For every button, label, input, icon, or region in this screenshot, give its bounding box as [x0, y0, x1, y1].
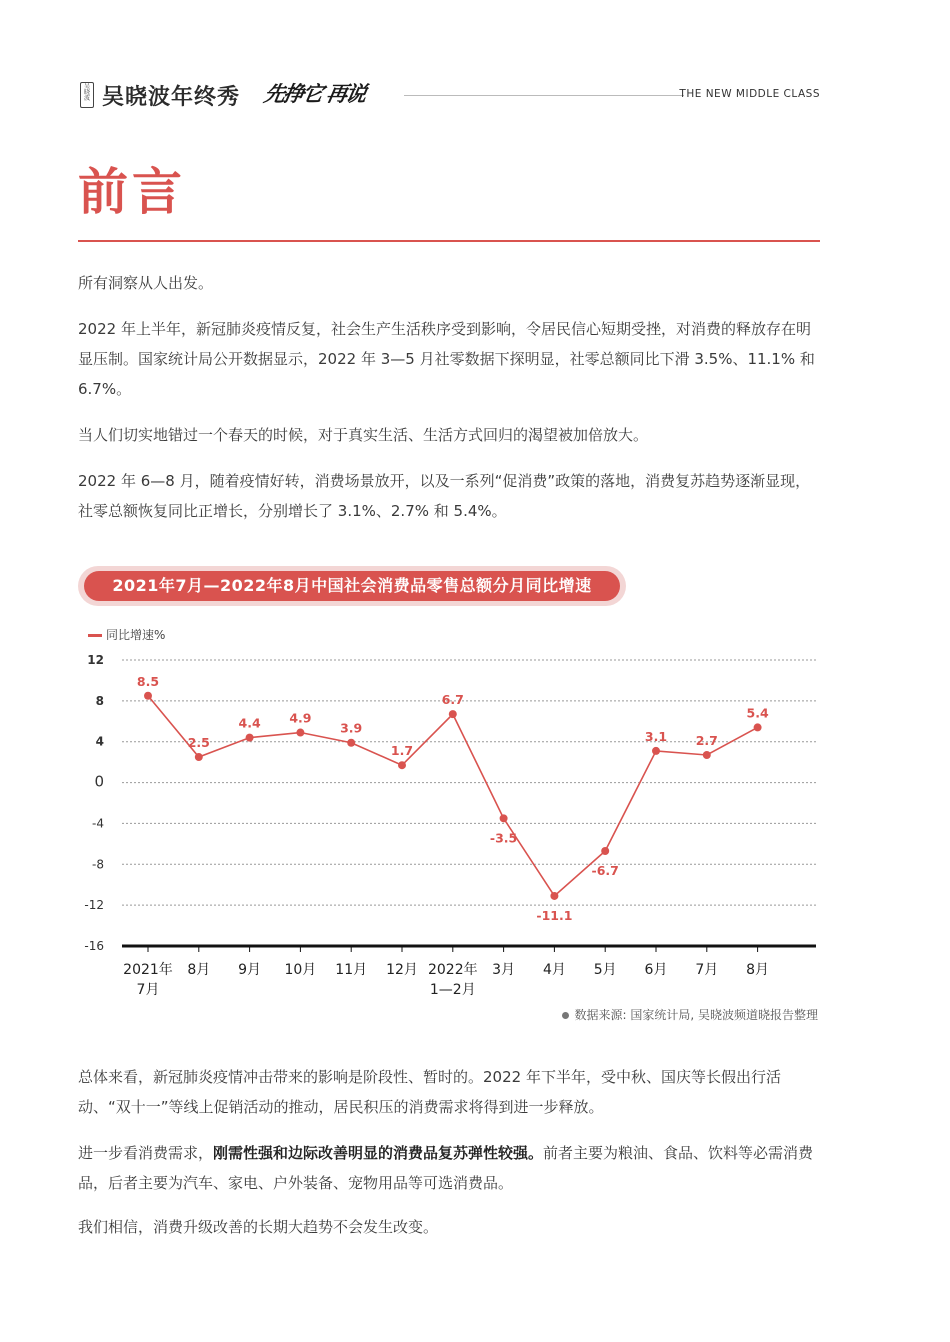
paragraph-first-half: 2022 年上半年，新冠肺炎疫情反复，社会生产生活秩序受到影响，令居民信心短期受挫，对消费的释放存在明显压制。国家统计局公开数据显示，2022 年 3—5 月社零数据下探明显，社零总额同比下滑 3.5%、11.1% 和 6.7%。	[78, 320, 815, 398]
data-point	[500, 814, 508, 822]
brand-title: 吴晓波年终秀	[102, 85, 241, 110]
header-subtitle-en: THE NEW MIDDLE CLASS	[679, 88, 820, 100]
slogan-calligraphy: 先挣它 再说	[262, 81, 367, 106]
source-text: 数据来源: 国家统计局, 吴晓波频道晓报告整理	[574, 1008, 818, 1022]
data-point	[246, 734, 254, 742]
y-tick-label: 0	[94, 772, 104, 791]
page-title: 前言	[78, 163, 186, 221]
x-tick-label: 2022年	[427, 962, 478, 978]
header-divider	[404, 95, 684, 96]
data-label: -6.7	[591, 863, 619, 879]
x-tick-label: 1—2月	[429, 982, 476, 998]
x-tick-label: 2021年	[123, 962, 173, 978]
x-tick-label: 4月	[542, 962, 566, 978]
line-chart	[78, 648, 820, 1000]
chart-title-badge	[78, 566, 626, 606]
paragraph-outlook: 总体来看，新冠肺炎疫情冲击带来的影响是阶段性、暂时的。2022 年下半年，受中秋、国庆等长假出行活动、“双十一”等线上促销活动的推动，居民积压的消费需求将得到进一步释放。	[78, 1068, 781, 1116]
data-point	[449, 710, 457, 718]
data-point	[195, 753, 203, 761]
legend-swatch	[88, 634, 102, 637]
data-label: -3.5	[489, 830, 518, 846]
bullet-icon	[562, 1012, 569, 1019]
data-label: 2.7	[695, 732, 718, 748]
data-point	[550, 892, 558, 900]
data-point	[703, 751, 711, 759]
demand-text-lead: 进一步看消费需求，	[78, 1144, 214, 1162]
y-tick-label: 8	[95, 693, 104, 708]
data-label: 3.1	[644, 728, 668, 744]
data-point	[754, 723, 762, 731]
data-label: 1.7	[390, 743, 414, 759]
x-tick-label: 10月	[284, 962, 317, 978]
data-point	[652, 747, 660, 755]
x-tick-label: 12月	[386, 962, 418, 978]
data-label: 2.5	[187, 735, 210, 751]
y-tick-label: -16	[84, 939, 104, 953]
legend-label: 同比增速%	[106, 628, 166, 642]
channel-seal-logo: 吴 晓 波	[80, 82, 94, 108]
x-tick-label: 9月	[238, 962, 262, 978]
paragraph-intro: 所有洞察从人出发。	[78, 274, 214, 292]
data-label: 8.5	[136, 673, 160, 689]
data-label: 4.4	[238, 715, 261, 731]
data-label: 4.9	[289, 710, 312, 726]
data-label: -11.1	[536, 907, 573, 923]
chart-title: 2021年7月—2022年8月中国社会消费品零售总额分月同比增速	[84, 571, 620, 601]
y-tick-label: 4	[95, 734, 104, 749]
x-tick-label: 6月	[644, 962, 668, 978]
x-tick-label: 7月	[695, 962, 719, 978]
title-divider	[78, 240, 820, 242]
paragraph-spring: 当人们切实地错过一个春天的时候，对于真实生活、生活方式回归的渴望被加倍放大。	[78, 426, 649, 444]
y-tick-label: -12	[84, 898, 104, 913]
data-point	[296, 729, 304, 737]
data-point	[347, 739, 355, 747]
paragraph-demand	[78, 1138, 820, 1198]
y-tick-label: 12	[87, 653, 104, 667]
paragraph-belief: 我们相信，消费升级改善的长期大趋势不会发生改变。	[78, 1218, 439, 1236]
y-tick-label: -4	[92, 816, 104, 831]
data-point	[398, 761, 406, 769]
data-point	[144, 692, 152, 700]
x-tick-label: 3月	[492, 962, 516, 978]
chart-legend	[88, 626, 165, 643]
chart-source	[562, 1006, 819, 1023]
demand-text-rest: 前者主要为粮油、食品、饮料等必需消费品，后者主要为汽车、家电、户外装备、宠物用品等可选消费品。	[78, 1144, 814, 1192]
x-tick-label: 7月	[136, 982, 160, 998]
data-label: 5.4	[746, 705, 769, 721]
data-point	[601, 847, 609, 855]
x-tick-label: 8月	[746, 962, 770, 978]
x-tick-label: 11月	[335, 962, 368, 978]
y-tick-label: -8	[92, 857, 104, 872]
data-label: 6.7	[441, 692, 464, 708]
page-header	[78, 78, 820, 114]
x-tick-label: 5月	[593, 962, 617, 978]
x-tick-label: 8月	[187, 962, 211, 978]
paragraph-recovery: 2022 年 6—8 月，随着疫情好转，消费场景放开，以及一系列“促消费”政策的落地，消费复苏趋势逐渐显现，社零总额恢复同比正增长，分别增长了 3.1%、2.7% 和 5.4%。	[78, 472, 811, 520]
demand-text-highlight: 刚需性强和边际改善明显的消费品复苏弹性较强。	[213, 1144, 544, 1162]
data-label: 3.9	[340, 720, 363, 736]
